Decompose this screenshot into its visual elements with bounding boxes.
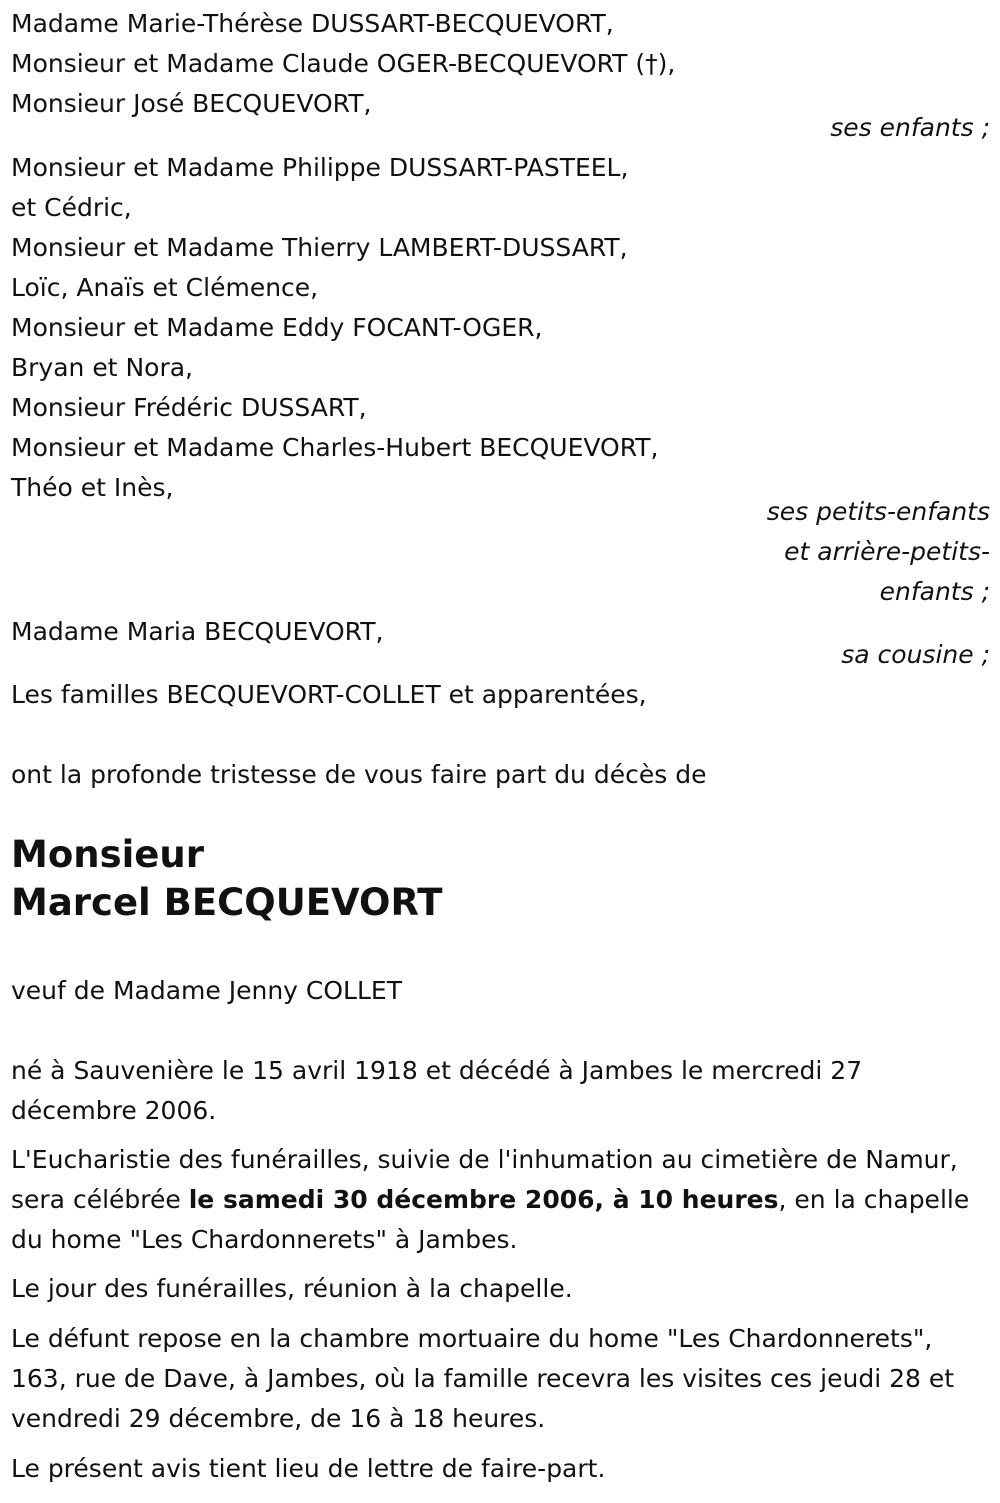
widower-line: veuf de Madame Jenny COLLET: [11, 976, 402, 1005]
grandchild-line: Monsieur Frédéric DUSSART,: [11, 393, 367, 422]
grandchild-line: Loïc, Anaïs et Clémence,: [11, 273, 319, 302]
child-line: Monsieur et Madame Claude OGER-BECQUEVORT (†),: [11, 49, 676, 78]
funeral-paragraph: [11, 1140, 986, 1260]
grandchild-line: Monsieur et Madame Eddy FOCANT-OGER,: [11, 313, 543, 342]
announcement: ont la profonde tristesse de vous faire part du décès de: [11, 760, 707, 789]
grandchild-line: Monsieur et Madame Charles-Hubert BECQUEVORT,: [11, 433, 659, 462]
funeral-text-after: , en la chapelle du home "Les Chardonnerets" à Jambes.: [11, 1185, 970, 1254]
deceased-name: Marcel BECQUEVORT: [11, 881, 443, 924]
grandchildren-label: ses petits-enfants: [766, 497, 990, 526]
reunion-line: Le jour des funérailles, réunion à la chapelle.: [11, 1274, 573, 1303]
children-label: ses enfants ;: [830, 113, 990, 142]
grandchild-line: Bryan et Nora,: [11, 353, 194, 382]
grandchild-line: Monsieur et Madame Thierry LAMBERT-DUSSART,: [11, 233, 628, 262]
cousin-line: Madame Maria BECQUEVORT,: [11, 617, 384, 646]
rest-paragraph: Le défunt repose en la chambre mortuaire du home "Les Chardonnerets", 163, rue de Dave, à Jambes, où la famille recevra les visites ces jeudi 28 et vendredi 29 décembre, de 16 à 18 heures.: [11, 1324, 955, 1433]
child-line: Madame Marie-Thérèse DUSSART-BECQUEVORT,: [11, 9, 614, 38]
grandchildren-label: enfants ;: [879, 577, 990, 606]
grandchild-line: Théo et Inès,: [11, 473, 174, 502]
deceased-title: Monsieur: [11, 833, 204, 876]
grandchildren-label: et arrière-petits-: [784, 537, 990, 566]
funeral-date: le samedi 30 décembre 2006, à 10 heures: [188, 1185, 779, 1214]
cousin-label: sa cousine ;: [841, 640, 990, 669]
grandchild-line: et Cédric,: [11, 193, 132, 222]
grandchild-line: Monsieur et Madame Philippe DUSSART-PASTEEL,: [11, 153, 629, 182]
notice-line: Le présent avis tient lieu de lettre de faire-part.: [11, 1454, 606, 1483]
birth-death-paragraph: né à Sauvenière le 15 avril 1918 et décédé à Jambes le mercredi 27 décembre 2006.: [11, 1056, 863, 1125]
child-line: Monsieur José BECQUEVORT,: [11, 89, 372, 118]
funeral-text-before: L'Eucharistie des funérailles, suivie de l'inhumation au cimetière de Namur, sera célébrée: [11, 1145, 958, 1214]
families-line: Les familles BECQUEVORT-COLLET et apparentées,: [11, 680, 647, 709]
